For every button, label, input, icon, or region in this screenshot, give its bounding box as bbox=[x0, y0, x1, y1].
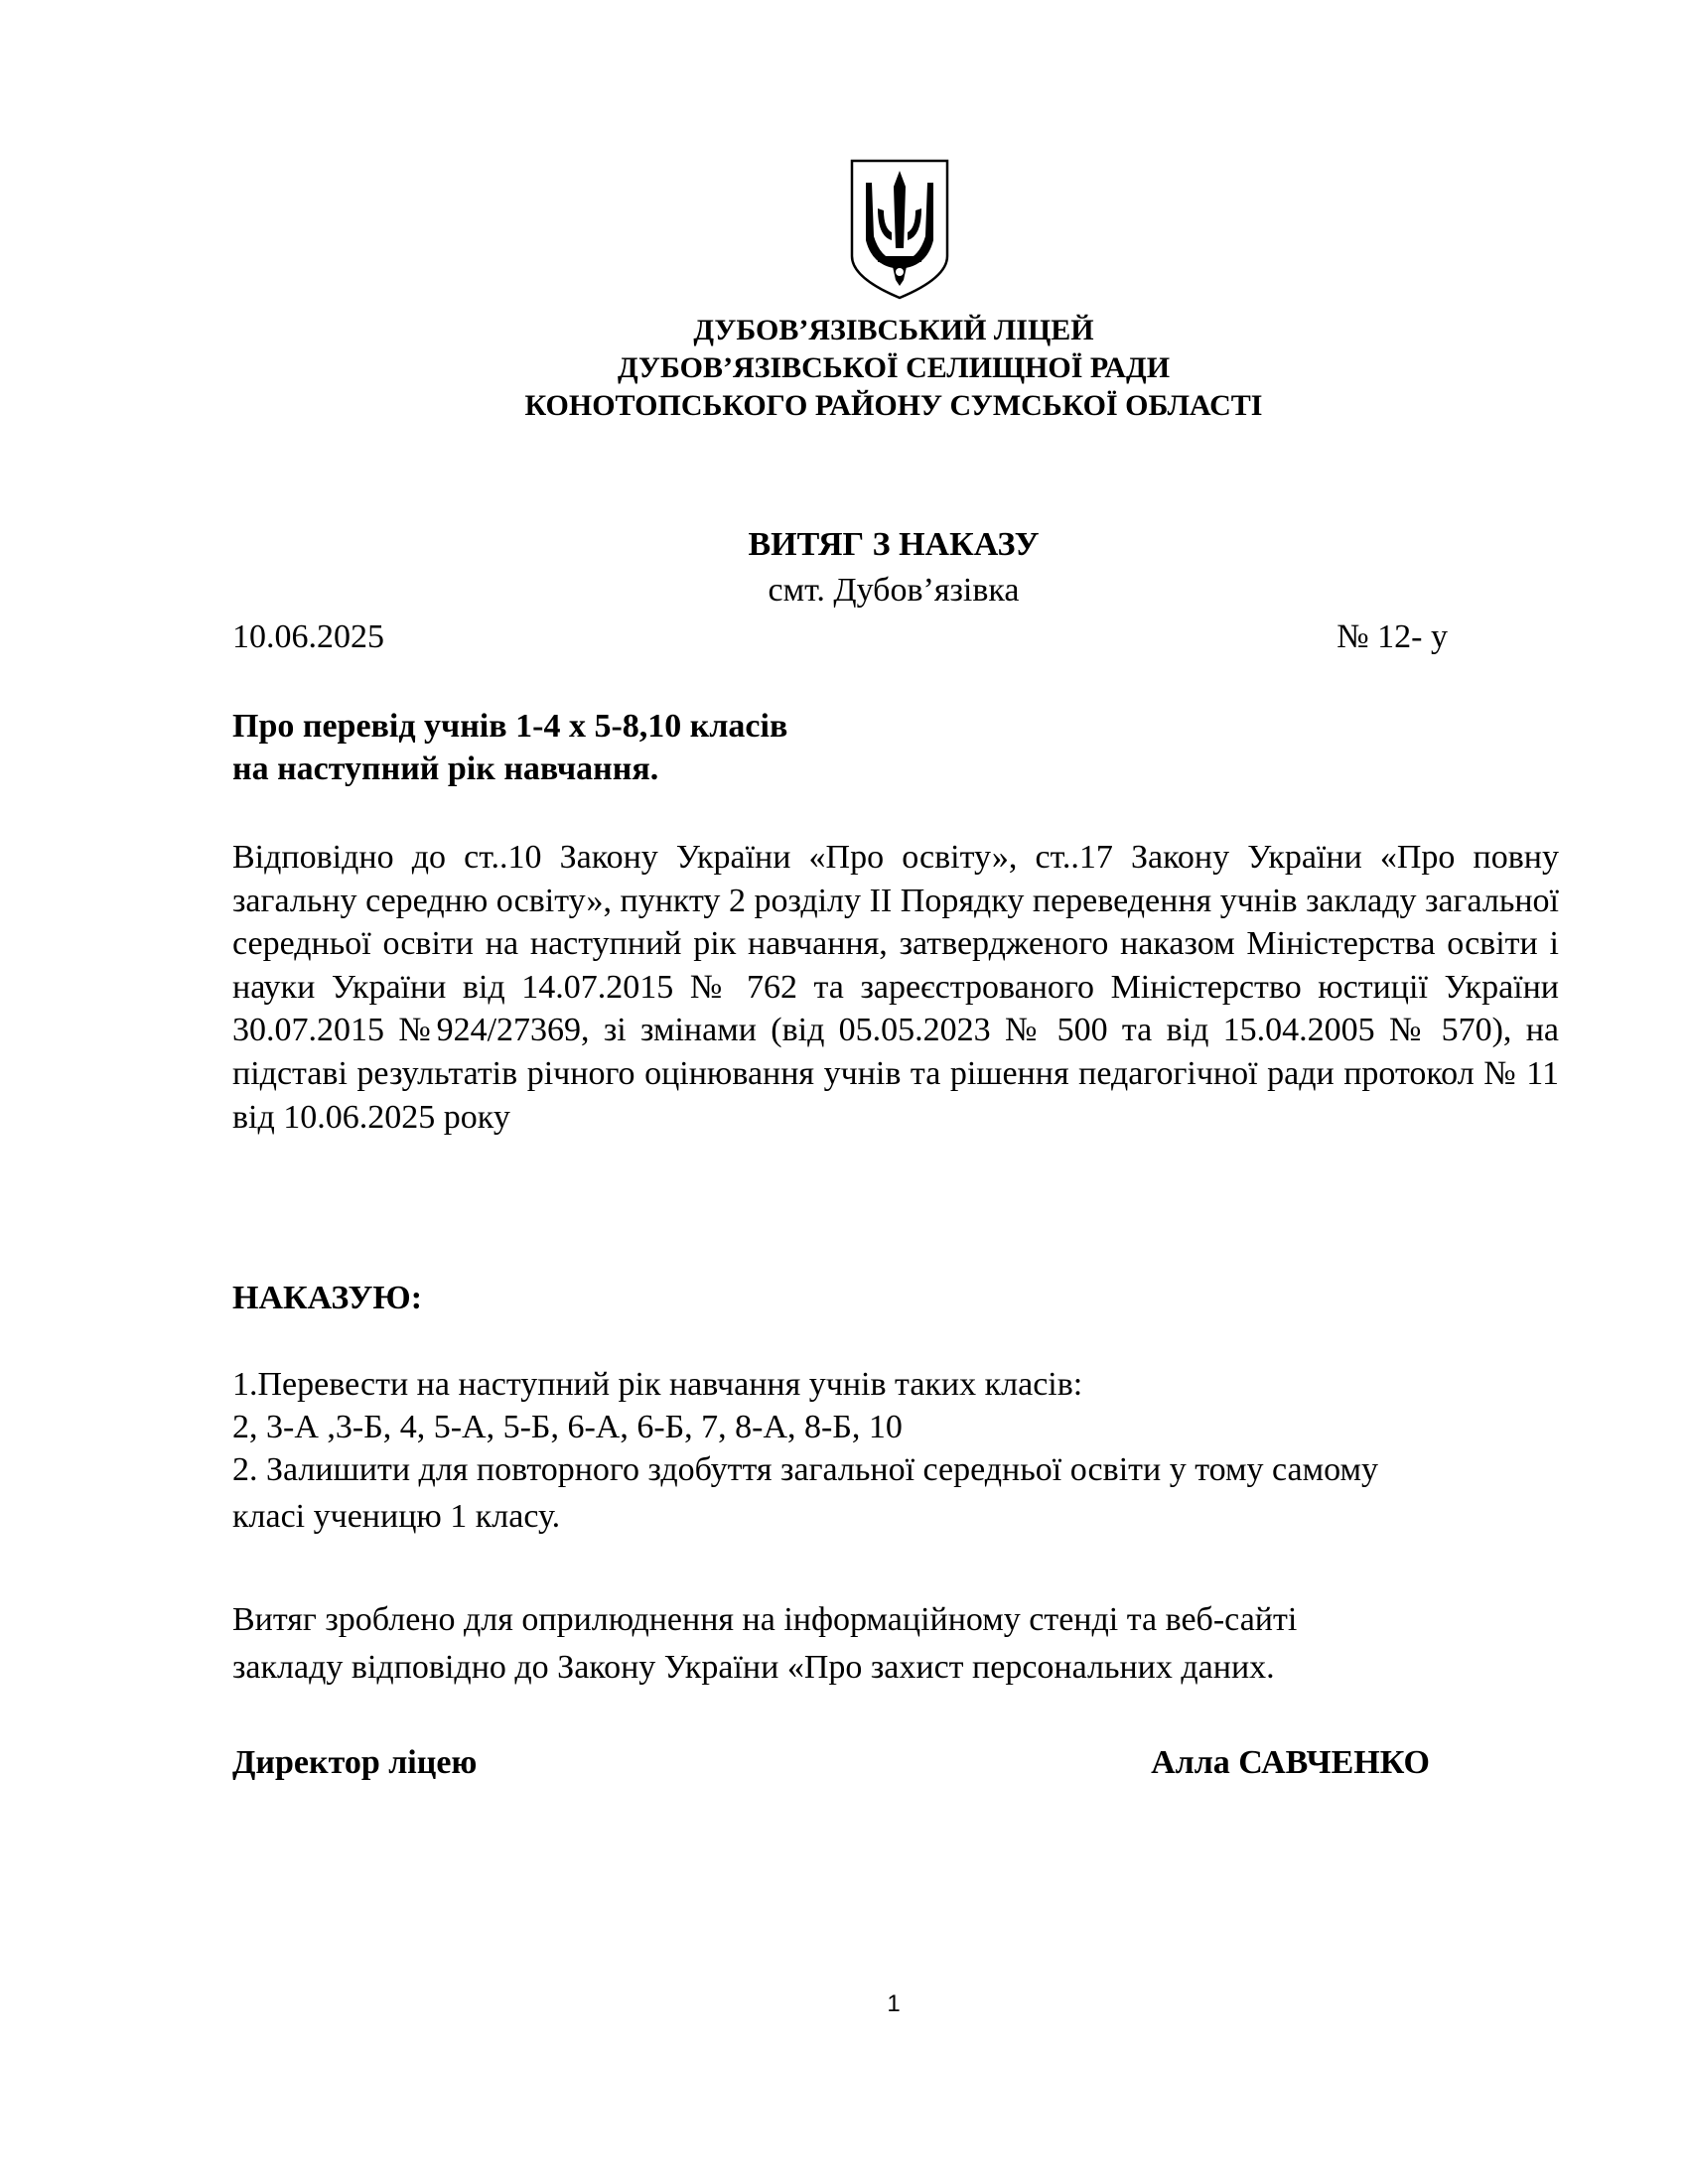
note-line: закладу відповідно до Закону України «Про захист персональних даних. bbox=[232, 1649, 1275, 1686]
document-date: 10.06.2025 bbox=[232, 618, 384, 655]
document-subject bbox=[232, 705, 1225, 790]
order-item: 2. Залишити для повторного здобуття загальної середньої освіти у тому самому bbox=[232, 1451, 1378, 1488]
order-item: класі ученицю 1 класу. bbox=[232, 1498, 561, 1535]
note-line: Витяг зроблено для оприлюднення на інформаційному стенді та веб-сайті bbox=[232, 1601, 1298, 1638]
organization-header bbox=[0, 312, 1688, 425]
order-heading: НАКАЗУЮ: bbox=[232, 1280, 423, 1316]
order-item: 1.Перевести на наступний рік навчання учнів таких класів: bbox=[232, 1366, 1083, 1403]
document-number: № 12- у bbox=[1336, 618, 1448, 655]
order-items bbox=[232, 1363, 1563, 1538]
ukraine-trident-emblem-icon bbox=[848, 157, 951, 302]
order-item: 2, 3-А ,3-Б, 4, 5-А, 5-Б, 6-А, 6-Б, 7, 8-А, 8-Б, 10 bbox=[232, 1409, 903, 1445]
subject-line: на наступний рік навчання. bbox=[232, 751, 659, 787]
org-name-line: ДУБОВ’ЯЗІВСЬКИЙ ЛІЦЕЙ bbox=[693, 314, 1094, 346]
page-number: 1 bbox=[887, 1990, 901, 2017]
publication-note bbox=[232, 1596, 1563, 1692]
subject-line: Про перевід учнів 1-4 х 5-8,10 класів bbox=[232, 708, 788, 745]
signer-position: Директор ліцею bbox=[232, 1744, 478, 1781]
org-region-line: КОНОТОПСЬКОГО РАЙОНУ СУМСЬКОЇ ОБЛАСТІ bbox=[524, 389, 1263, 422]
signer-name: Алла САВЧЕНКО bbox=[1151, 1744, 1430, 1781]
document-place: смт. Дубов’язівка bbox=[768, 572, 1020, 609]
document-title: ВИТЯГ З НАКАЗУ bbox=[748, 526, 1040, 563]
preamble-paragraph: Відповідно до ст..10 Закону України «Про освіту», ст..17 Закону України «Про повну загальну середню освіту», пункту 2 розділу ІІ Порядку переведення учнів закладу загальної середньої освіти на наступний рік навчання, затвердженого наказом Міністерства освіти і науки України від 14.07.2015 № 762 та зареєстрованого Міністерство юстиції України 30.07.2015 №924/27369, зі змінами (від 05.05.2023 № 500 та від 15.04.2005 № 570), на підставі результатів річного оцінювання учнів та рішення педагогічної ради протокол № 11 від 10.06.2025 року bbox=[232, 839, 1559, 1136]
org-council-line: ДУБОВ’ЯЗІВСЬКОЇ СЕЛИЩНОЇ РАДИ bbox=[617, 351, 1171, 384]
